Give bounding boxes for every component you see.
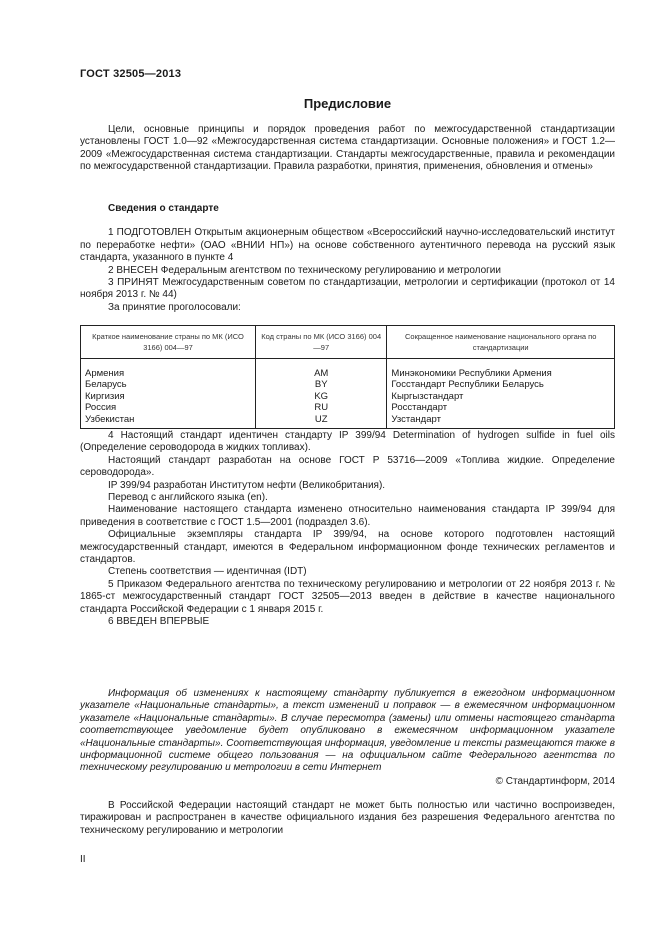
table-row <box>81 359 615 429</box>
country-code: KG <box>314 390 329 402</box>
country-name: Армения <box>85 368 125 379</box>
items-after-table-block <box>80 430 615 629</box>
item-4-basis: Настоящий стандарт разработан на основе ГОСТ Р 53716—2009 «Топлива жидкие. Определение сероводорода». <box>80 454 615 479</box>
info-notice: Информация об изменениях к настоящему стандарту публикуется в ежегодном информационном указателе «Национальные стандарты», а текст изменений и поправок — в ежемесячном информационном указателе «Национальные стандарты». В случае пересмотра (замены) или отмены настоящего стандарта соответствующее уведомление будет опубликовано в ежемесячном информационном указателе «Национальные стандарты». Соответствующая информация, уведомление и тексты размещаются также в информационной системе общего пользования — на официальном сайте Федерального агентства по техническому регулированию и метрологии в сети Интернет <box>80 688 615 774</box>
intro-block <box>80 124 615 174</box>
reproduction-block <box>80 800 615 837</box>
country-code: AM <box>314 368 329 379</box>
table-header-row <box>81 326 615 359</box>
page-number: II <box>80 854 86 865</box>
standards-body: Росстандарт <box>391 402 448 414</box>
page-title: Предисловие <box>303 96 392 111</box>
item-4-conformity: Степень соответствия — идентичная (IDT) <box>108 566 307 578</box>
reproduction-notice: В Российской Федерации настоящий стандарт не может быть полностью или частично воспроизведен, тиражирован и распространен в качестве официального издания без разрешения Федерального агентства по техническому регулированию и метрологии <box>80 800 615 836</box>
item-1: 1 ПОДГОТОВЛЕН Открытым акционерным обществом «Всероссийский научно-исследовательский институт по переработке нефти» (ОАО «ВНИИ НП») на основе собственного аутентичного перевода на русский язык стандарта, указанного в пункте 4 <box>80 227 615 264</box>
info-notice-block <box>80 688 615 775</box>
country-name: Россия <box>85 402 117 414</box>
voted-label: За принятие проголосовали: <box>108 301 241 313</box>
standards-body: Госстандарт Республики Беларусь <box>391 379 544 391</box>
item-3: 3 ПРИНЯТ Межгосударственным советом по стандартизации, метрологии и сертификации (протокол от 14 ноября 2013 г. № 44) <box>80 277 615 301</box>
countries-table-block <box>80 325 615 429</box>
intro-paragraph: Цели, основные принципы и порядок проведения работ по межгосударственной стандартизации установлены ГОСТ 1.0—92 «Межгосударственная система стандартизации. Основные положения» и ГОСТ 1.2—2009 «Межгосударственная система стандартизации. Стандарты межгосударственные, правила и рекомендации по межгосударственной стандартизации. Правила разработки, принятия, применения, обновления и отмены» <box>80 124 615 173</box>
standard-info-block <box>80 203 615 314</box>
section-heading: Сведения о стандарте <box>108 203 219 214</box>
country-name: Узбекистан <box>85 413 135 425</box>
item-6: 6 ВВЕДЕН ВПЕРВЫЕ <box>108 616 210 628</box>
header-country: Краткое наименование страны по МК (ИСО 3166) 004—97 <box>81 326 256 359</box>
item-5: 5 Приказом Федерального агентства по техническому регулированию и метрологии от 22 ноября 2013 г. № 1865-ст межгосударственный стандарт ГОСТ 32505—2013 введен в действие в качестве национального стандарта Российской Федерации с 1 января 2015 г. <box>80 578 615 615</box>
table-cell-codes <box>256 359 387 429</box>
country-code: RU <box>314 402 329 414</box>
item-4-translation: Перевод с английского языка (en). <box>108 492 268 504</box>
item-4: 4 Настоящий стандарт идентичен стандарту IP 399/94 Determination of hydrogen sulfide in fuel oils (Определение сероводорода в жидких топливах). <box>80 430 615 454</box>
country-code: BY <box>314 379 328 391</box>
header-code: Код страны по МК (ИСО 3166) 004—97 <box>256 326 387 359</box>
header-body: Сокращенное наименование национального органа по стандартизации <box>387 326 615 359</box>
standards-body: Кыргызстандарт <box>391 390 464 402</box>
item-4-official-copies: Официальные экземпляры стандарта IP 399/94, на основе которого подготовлен настоящий межгосударственный стандарт, имеются в Федеральном информационном фонде технических регламентов и стандартов. <box>80 529 615 566</box>
table-cell-bodies <box>387 359 615 429</box>
table-cell-countries <box>81 359 256 429</box>
standards-body: Минэкономики Республики Армения <box>391 368 552 379</box>
countries-table <box>80 325 615 429</box>
country-name: Киргизия <box>85 390 125 402</box>
country-code: UZ <box>314 413 328 425</box>
country-name: Беларусь <box>85 379 127 391</box>
document-code: ГОСТ 32505—2013 <box>80 68 182 80</box>
item-4-name-change: Наименование настоящего стандарта изменено относительно наименования стандарта IP 399/94 для приведения в соответствие с ГОСТ 1.5—2001 (подраздел 3.6). <box>80 504 615 528</box>
standards-body: Узстандарт <box>391 413 441 425</box>
copyright: © Стандартинформ, 2014 <box>495 776 615 787</box>
item-4-developer: IP 399/94 разработан Институтом нефти (Великобритания). <box>108 479 386 491</box>
item-2: 2 ВНЕСЕН Федеральным агентством по техническому регулированию и метрологии <box>108 264 501 276</box>
